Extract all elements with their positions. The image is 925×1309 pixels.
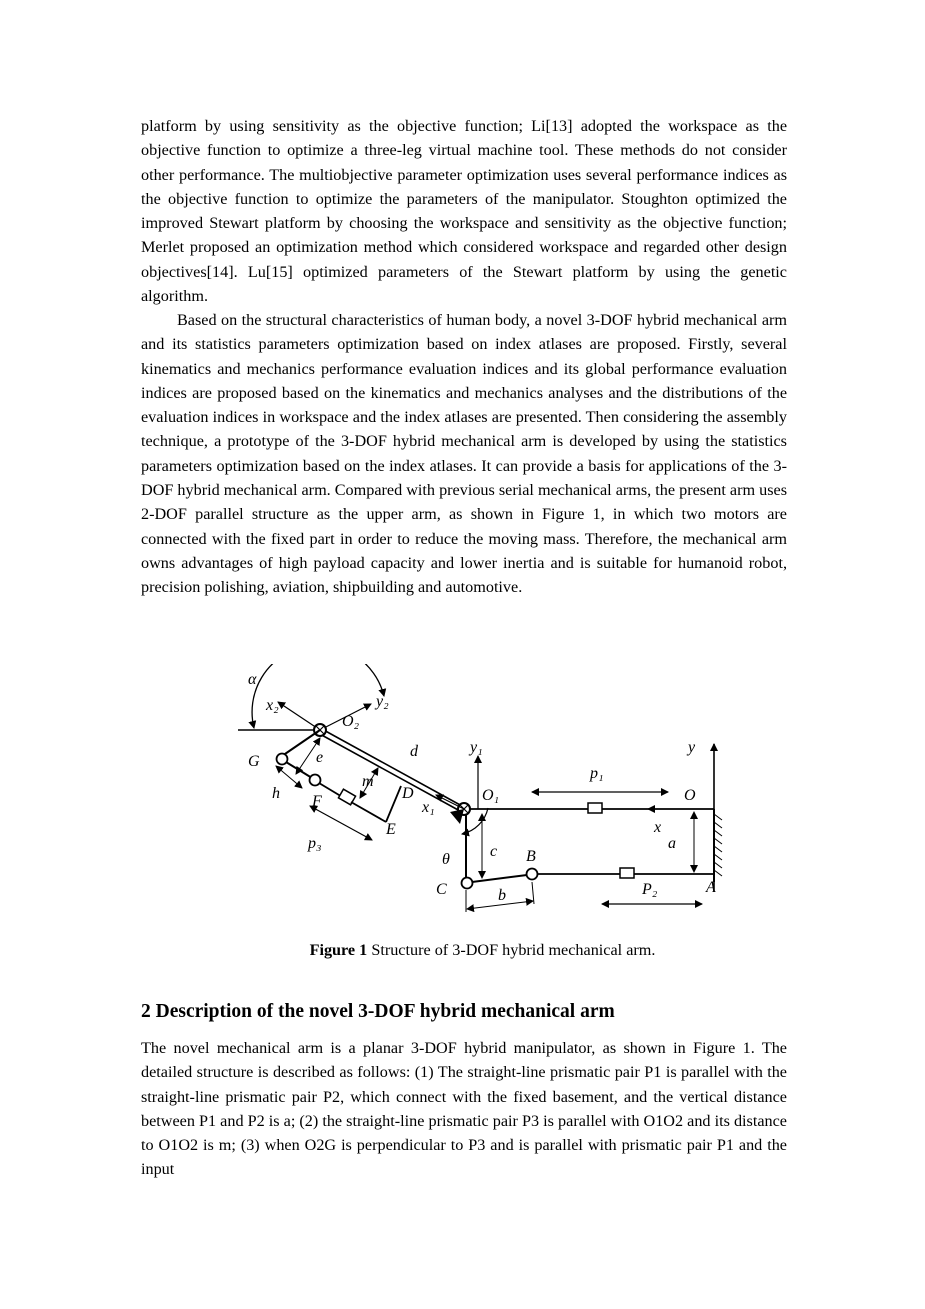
figure-1-mechanism-diagram xyxy=(236,664,736,914)
paragraph-description: The novel mechanical arm is a planar 3-DOF hybrid manipulator, as shown in Figure 1. The detailed structure is described as follows: (1) The straight-line prismatic pair P1 is parallel with the straight-line prismatic pair P2, which connect with the fixed basement, and the vertical distance between P1 and P2 is a; (2) the straight-line prismatic pair P3 is parallel with O1O2 and its distance to O1O2 is m; (3) when O2G is perpendicular to P3 and is parallel with prismatic pair P1 and the input xyxy=(141,1039,787,1179)
label-a: a xyxy=(668,835,676,852)
label-alpha: α xyxy=(248,671,257,688)
label-f: F xyxy=(312,793,322,810)
label-g: G xyxy=(248,753,260,770)
label-p1: p₁ xyxy=(590,765,604,782)
label-e: e xyxy=(316,749,324,766)
label-o2: O₂ xyxy=(342,713,360,730)
mechanism-svg xyxy=(236,664,736,914)
label-h: h xyxy=(272,785,280,802)
figure-caption xyxy=(141,939,824,961)
label-o1: O₁ xyxy=(482,787,500,804)
label-b-point: B xyxy=(526,848,536,865)
label-o: O xyxy=(684,787,696,804)
label-d-point: D xyxy=(402,785,414,802)
paragraph-proposal: Based on the structural characteristics of human body, a novel 3-DOF hybrid mechanical arm and its statistics parameters optimization based on index atlases are proposed. Firstly, several kinematics and mechanics performance evaluation indices and its global performance evaluation indices are proposed based on the kinematics and mechanics analyses and the distributions of the evaluation indices in workspace and the index atlases are presented. Then considering the assembly technique, a prototype of the 3-DOF hybrid mechanical arm is developed by using the statistics parameters optimization based on the index atlases. It can provide a basis for applications of the 3-DOF hybrid mechanical arm. Compared with previous serial mechanical arms, the present arm uses 2-DOF parallel structure as the upper arm, as shown in Figure 1, in which two motors are connected with the fixed part in order to reduce the moving mass. Therefore, the mechanical arm owns advantages of high payload capacity and lower inertia and is suitable for humanoid robot, precision polishing, aviation, shipbuilding and automotive. xyxy=(141,311,787,597)
label-m: m xyxy=(362,773,374,790)
label-y2: y₂ xyxy=(376,693,389,710)
label-d: d xyxy=(410,743,418,760)
prismatic-pair-p2 xyxy=(536,868,714,878)
joint-c xyxy=(462,878,473,889)
fixed-ground xyxy=(714,809,722,882)
label-x1: x₁ xyxy=(422,799,435,816)
section-heading: 2 Description of the novel 3-DOF hybrid mechanical arm xyxy=(141,1001,615,1022)
label-c-point: C xyxy=(436,881,447,898)
link-o2-g xyxy=(282,730,320,756)
label-x: x xyxy=(654,819,662,836)
label-p3: p₃ xyxy=(308,835,322,852)
paragraph-literature-review: platform by using sensitivity as the objective function; Li[13] adopted the workspace as the objective function to optimize a three-leg virtual machine tool. These methods do not consider other performance. The multiobjective parameter optimization uses several performance indices as the objective function to optimize the parameters of the manipulator. Stoughton optimized the improved Stewart platform by choosing the workspace and sensitivity as the objective function; Merlet proposed an optimization method which considered workspace and regarded other design objectives[14]. Lu[15] optimized parameters of the Stewart platform by using the genetic algorithm. xyxy=(141,117,787,306)
label-y: y xyxy=(688,739,696,756)
label-x2: x₂ xyxy=(266,697,279,714)
figure-caption-label: Figure 1 xyxy=(309,941,368,959)
label-y1: y₁ xyxy=(470,739,483,756)
label-c: c xyxy=(490,843,498,860)
joint-b xyxy=(527,869,538,880)
label-a-point: A xyxy=(706,879,716,896)
link-c-b xyxy=(472,875,527,882)
alpha-angle-mark xyxy=(238,664,384,730)
label-p2: P₂ xyxy=(642,881,658,898)
label-theta: θ xyxy=(442,851,450,868)
label-e-point: E xyxy=(386,821,396,838)
prismatic-pair-p3 xyxy=(319,783,401,822)
prismatic-pair-p1 xyxy=(470,803,714,813)
figure-caption-text: Structure of 3-DOF hybrid mechanical arm. xyxy=(367,941,656,959)
label-b: b xyxy=(498,887,506,904)
